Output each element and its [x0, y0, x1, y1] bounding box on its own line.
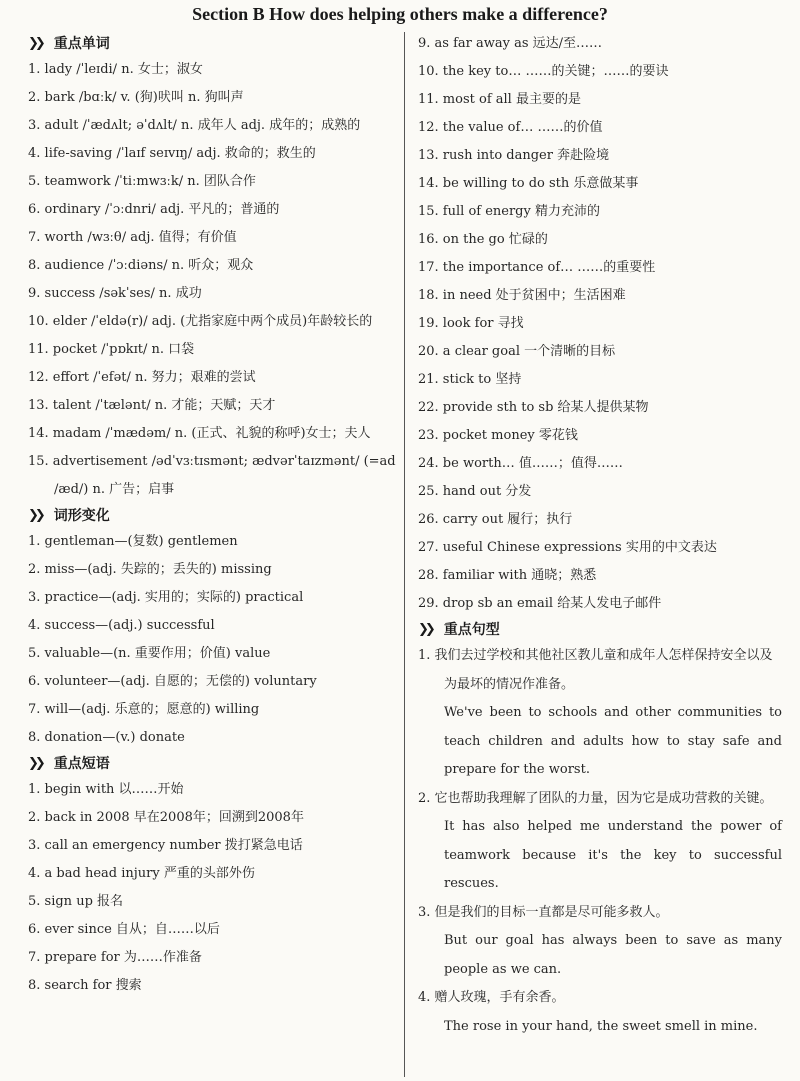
list-item: 10. elder /ˈeldə(r)/ adj. (尤指家庭中两个成员)年龄较长的 — [28, 314, 373, 329]
sentence-english: We've been to schools and other communities to teach children and adults how to stay safe and prepare for the worst. — [444, 705, 782, 777]
list-item: 6. volunteer—(adj. 自愿的；无偿的) voluntary — [28, 674, 317, 689]
list-item: 9. as far away as 远达/至…… — [418, 36, 603, 51]
list-item: 21. stick to 坚持 — [418, 372, 522, 387]
list-item: 14. be willing to do sth 乐意做某事 — [418, 176, 639, 191]
sentence-item — [418, 785, 782, 899]
word-form-list — [28, 528, 396, 752]
list-item: 17. the importance of… ……的重要性 — [418, 260, 656, 275]
list-item: 18. in need 处于贫困中；生活困难 — [418, 288, 626, 303]
section-heading-label: 重点单词 — [53, 36, 110, 52]
list-item: 5. valuable—(n. 重要作用；价值) value — [28, 646, 271, 661]
list-item: 6. ever since 自从；自……以后 — [28, 922, 220, 937]
list-item: 4. success—(adj.) successful — [28, 618, 215, 633]
list-item: 1. begin with 以……开始 — [28, 782, 184, 797]
phrase-list-left — [28, 776, 396, 1000]
list-item: 8. search for 搜索 — [28, 978, 142, 993]
list-item: 4. life-saving /ˈlaɪf seɪvɪŋ/ adj. 救命的；救生的 — [28, 146, 316, 161]
sentence-chinese: 4. 赠人玫瑰，手有余香。 — [418, 990, 565, 1005]
list-item: 20. a clear goal 一个清晰的目标 — [418, 344, 616, 359]
list-item: 2. miss—(adj. 失踪的；丢失的) missing — [28, 562, 272, 577]
sentence-item — [418, 642, 782, 785]
list-item: 12. effort /ˈefət/ n. 努力；艰难的尝试 — [28, 370, 256, 385]
list-item: 12. the value of… ……的价值 — [418, 120, 603, 135]
list-item: 22. provide sth to sb 给某人提供某物 — [418, 400, 649, 415]
list-item: 2. back in 2008 早在2008年；回溯到2008年 — [28, 810, 304, 825]
list-item: 8. audience /ˈɔːdiəns/ n. 听众；观众 — [28, 258, 254, 273]
double-chevron-icon: ❯❯ — [28, 756, 42, 771]
list-item: 15. advertisement /ədˈvɜːtɪsmənt; ædvərˈtaɪzmənt/ (=ad /æd/) n. 广告；启事 — [28, 454, 396, 497]
section-heading-sentences — [418, 618, 782, 642]
list-item: 3. call an emergency number 拨打紧急电话 — [28, 838, 303, 853]
list-item: 11. pocket /ˈpɒkɪt/ n. 口袋 — [28, 342, 195, 357]
sentence-item — [418, 984, 782, 1041]
section-heading-label: 重点句型 — [443, 622, 500, 638]
list-item: 24. be worth… 值……；值得…… — [418, 456, 623, 471]
word-list — [28, 56, 396, 504]
list-item: 7. prepare for 为……作准备 — [28, 950, 202, 965]
left-column — [28, 32, 396, 1000]
list-item: 7. will—(adj. 乐意的；愿意的) willing — [28, 702, 260, 717]
list-item: 5. teamwork /ˈtiːmwɜːk/ n. 团队合作 — [28, 174, 256, 189]
double-chevron-icon: ❯❯ — [28, 36, 42, 51]
list-item: 1. gentleman—(复数) gentlemen — [28, 534, 238, 549]
list-item: 14. madam /ˈmædəm/ n. (正式、礼貌的称呼)女士；夫人 — [28, 426, 371, 441]
section-heading-forms — [28, 504, 396, 528]
list-item: 6. ordinary /ˈɔːdnri/ adj. 平凡的；普通的 — [28, 202, 280, 217]
list-item: 19. look for 寻找 — [418, 316, 524, 331]
list-item: 1. lady /ˈleɪdi/ n. 女士；淑女 — [28, 62, 203, 77]
list-item: 11. most of all 最主要的是 — [418, 92, 581, 107]
list-item: 9. success /səkˈses/ n. 成功 — [28, 286, 202, 301]
double-chevron-icon: ❯❯ — [418, 622, 432, 637]
sentence-english: The rose in your hand, the sweet smell in mine. — [444, 1018, 758, 1034]
sentence-english: It has also helped me understand the power of teamwork because it's the key to successful rescues. — [444, 819, 782, 891]
list-item: 27. useful Chinese expressions 实用的中文表达 — [418, 540, 717, 555]
double-chevron-icon: ❯❯ — [28, 508, 42, 523]
sentence-chinese: 2. 它也帮助我理解了团队的力量，因为它是成功营救的关键。 — [418, 790, 773, 806]
phrase-list-right — [418, 30, 782, 618]
column-divider — [404, 32, 405, 1077]
sentence-item — [418, 899, 782, 985]
list-item: 13. talent /ˈtælənt/ n. 才能；天赋；天才 — [28, 398, 276, 413]
list-item: 13. rush into danger 奔赴险境 — [418, 148, 610, 163]
list-item: 3. practice—(adj. 实用的；实际的) practical — [28, 590, 304, 605]
right-column — [418, 30, 782, 1041]
list-item: 16. on the go 忙碌的 — [418, 232, 548, 247]
sentence-chinese: 1. 我们去过学校和其他社区教儿童和成年人怎样保持安全以及为最坏的情况作准备。 — [418, 648, 773, 692]
list-item: 23. pocket money 零花钱 — [418, 428, 578, 443]
list-item: 2. bark /bɑːk/ v. (狗)吠叫 n. 狗叫声 — [28, 90, 244, 105]
list-item: 4. a bad head injury 严重的头部外伤 — [28, 866, 255, 881]
list-item: 26. carry out 履行；执行 — [418, 512, 573, 527]
sentence-list — [418, 642, 782, 1041]
list-item: 28. familiar with 通晓；熟悉 — [418, 568, 597, 583]
list-item: 5. sign up 报名 — [28, 894, 124, 909]
list-item: 8. donation—(v.) donate — [28, 730, 185, 745]
list-item: 3. adult /ˈædʌlt; əˈdʌlt/ n. 成年人 adj. 成年的；成熟的 — [28, 118, 361, 133]
page-title: Section B How does helping others make a difference? — [192, 4, 608, 24]
list-item: 15. full of energy 精力充沛的 — [418, 204, 600, 219]
list-item: 25. hand out 分发 — [418, 484, 532, 499]
section-heading-label: 词形变化 — [53, 508, 110, 524]
list-item: 29. drop sb an email 给某人发电子邮件 — [418, 596, 662, 611]
section-heading-label: 重点短语 — [53, 756, 110, 772]
sentence-chinese: 3. 但是我们的目标一直都是尽可能多救人。 — [418, 904, 669, 920]
section-heading-phrases — [28, 752, 396, 776]
section-heading-words — [28, 32, 396, 56]
list-item: 10. the key to… ……的关键；……的要诀 — [418, 64, 669, 79]
list-item: 7. worth /wɜːθ/ adj. 值得；有价值 — [28, 230, 237, 245]
sentence-english: But our goal has always been to save as many people as we can. — [444, 933, 782, 977]
